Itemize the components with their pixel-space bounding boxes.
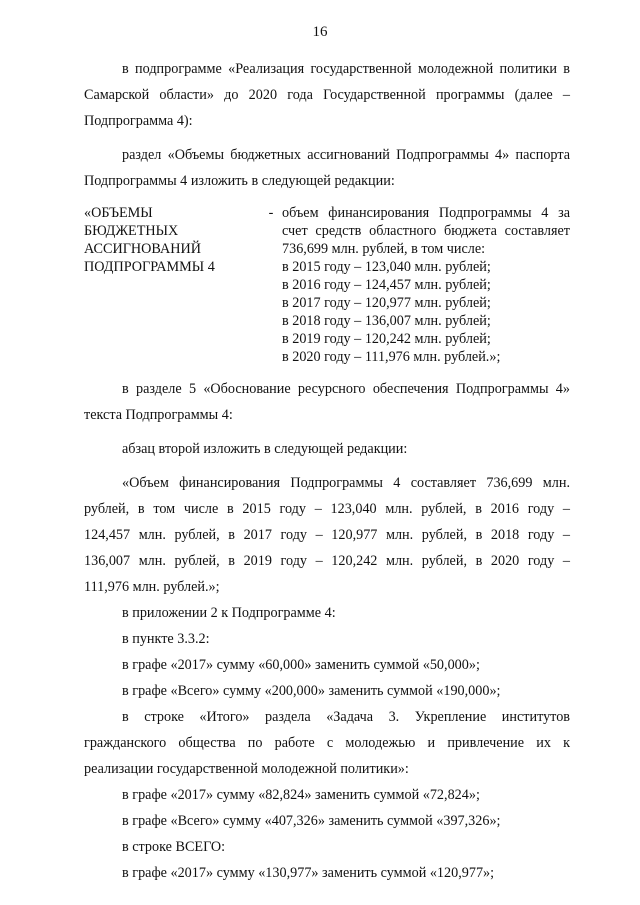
passport-year-line: в 2019 году – 120,242 млн. рублей; xyxy=(282,331,491,347)
passport-content-line: 736,699 млн. рублей, в том числе: xyxy=(282,241,486,257)
passport-heading xyxy=(84,204,260,366)
passport-year-line: в 2015 году – 123,040 млн. рублей; xyxy=(282,259,491,275)
intro-line-3: Подпрограмма 4): xyxy=(84,113,193,129)
itogo-line-2: гражданского общества по работе с молодежью и привлечение их к xyxy=(84,735,570,751)
appendix-instruction: в приложении 2 к Подпрограмме 4: xyxy=(122,605,336,621)
passport-year-line: в 2017 году – 120,977 млн. рублей; xyxy=(282,295,491,311)
itogo-line-3: реализации государственной молодежной политики»: xyxy=(84,761,409,777)
quote-line-3: 124,457 млн. рублей, в 2017 году – 120,977 млн. рублей, в 2018 году – xyxy=(84,527,570,543)
passport-content-line: счет средств областного бюджета составляет xyxy=(282,223,570,239)
quote-line-2: рублей, в том числе в 2015 году – 123,040 млн. рублей, в 2016 году – xyxy=(84,501,570,517)
passport-heading-line: «ОБЪЕМЫ xyxy=(84,205,153,221)
passport-content-line: объем финансирования Подпрограммы 4 за xyxy=(282,205,570,221)
passport-year-line: в 2016 году – 124,457 млн. рублей; xyxy=(282,277,491,293)
passport-year-line: в 2020 году – 111,976 млн. рублей.»; xyxy=(282,349,501,365)
change-line: в графе «Всего» сумму «200,000» заменить суммой «190,000»; xyxy=(122,683,501,699)
change-line: в графе «2017» сумму «60,000» заменить суммой «50,000»; xyxy=(122,657,480,673)
intro-line-1: в подпрограмме «Реализация государственной молодежной политики в xyxy=(122,61,570,77)
quote-line-4: 136,007 млн. рублей, в 2019 году – 120,242 млн. рублей, в 2020 году – xyxy=(84,553,570,569)
change-line: в графе «2017» сумму «82,824» заменить суммой «72,824»; xyxy=(122,787,480,803)
section5-line-2: текста Подпрограммы 4: xyxy=(84,407,233,423)
quote-line-1: «Объем финансирования Подпрограммы 4 составляет 736,699 млн. xyxy=(122,475,570,491)
intro-line-2: Самарской области» до 2020 года Государственной программы (далее – xyxy=(84,87,570,103)
passport-content xyxy=(282,204,570,366)
passport-heading-line: АССИГНОВАНИЙ xyxy=(84,241,201,257)
passport-heading-line: БЮДЖЕТНЫХ xyxy=(84,223,179,239)
page-number: 16 xyxy=(312,24,328,40)
itogo-line-1: в строке «Итого» раздела «Задача 3. Укрепление институтов xyxy=(122,709,570,725)
change-line: в графе «Всего» сумму «407,326» заменить суммой «397,326»; xyxy=(122,813,501,829)
passport-heading-line: ПОДПРОГРАММЫ 4 xyxy=(84,259,215,275)
section5-line-1: в разделе 5 «Обоснование ресурсного обеспечения Подпрограммы 4» xyxy=(122,381,570,397)
change-line: в графе «2017» сумму «130,977» заменить суммой «120,977»; xyxy=(122,865,495,881)
passport-table xyxy=(84,204,570,366)
passport-dash: - xyxy=(268,205,274,221)
point-instruction: в пункте 3.3.2: xyxy=(122,631,210,647)
passport-year-line: в 2018 году – 136,007 млн. рублей; xyxy=(282,313,491,329)
vsego-row-instruction: в строке ВСЕГО: xyxy=(122,839,226,855)
section-passport-line-1: раздел «Объемы бюджетных ассигнований Подпрограммы 4» паспорта xyxy=(122,147,570,163)
paragraph-two-instruction: абзац второй изложить в следующей редакции: xyxy=(122,441,408,457)
document-body xyxy=(84,56,570,886)
section-passport-line-2: Подпрограммы 4 изложить в следующей редакции: xyxy=(84,173,395,189)
quote-line-5: 111,976 млн. рублей.»; xyxy=(84,579,220,595)
